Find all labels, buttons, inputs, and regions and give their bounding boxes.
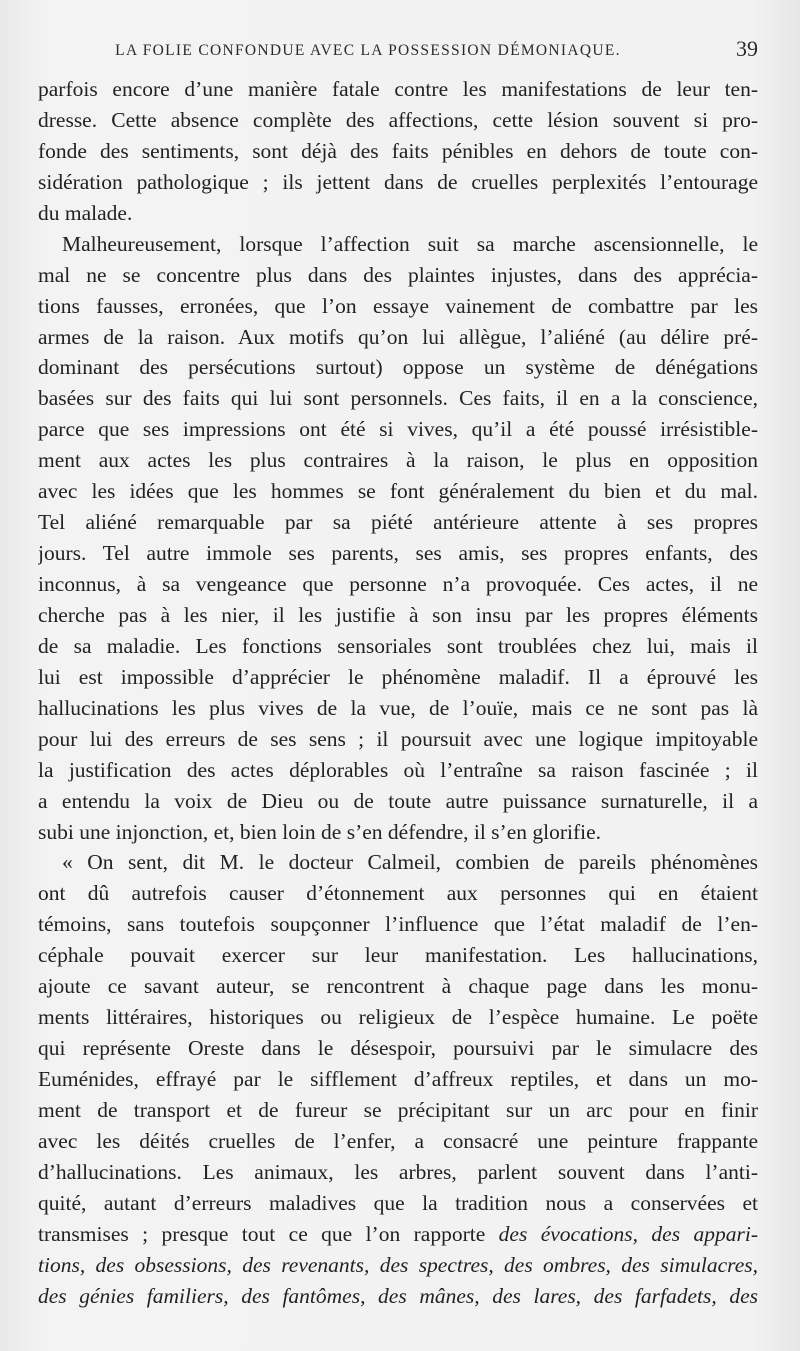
text-line: parfois encore d’une manière fatale contre les manifestations de leur ten- bbox=[38, 77, 758, 101]
text-line: ment de transport et de fureur se précipitant sur un arc pour en finir bbox=[38, 1097, 758, 1122]
text-line: avec les déités cruelles de l’enfer, a consacré une peinture frappante bbox=[38, 1128, 758, 1153]
italic-text-span: des évocations, des appari- bbox=[498, 1221, 758, 1246]
text-line: tions fausses, erronées, que l’on essaye vainement de combattre par les bbox=[38, 293, 758, 318]
text-line: a entendu la voix de Dieu ou de toute autre puissance surnaturelle, il a bbox=[38, 788, 758, 813]
paragraph-start-line: Malheureusement, lorsque l’affection suit sa marche ascensionnelle, le bbox=[62, 231, 758, 256]
italic-text-line: tions, des obsessions, des revenants, des spectres, des ombres, des simulacres, bbox=[38, 1252, 758, 1277]
text-line: ment aux actes les plus contraires à la raison, le plus en opposition bbox=[38, 448, 758, 473]
text-line: du malade. bbox=[38, 200, 133, 225]
text-line: sidération pathologique ; ils jettent dans de cruelles perplexités l’entourage bbox=[38, 169, 758, 194]
text-line: quité, autant d’erreurs maladives que la tradition nous a conservées et bbox=[38, 1190, 758, 1215]
text-line: avec les idées que les hommes se font généralement du bien et du mal. bbox=[38, 479, 758, 504]
text-line: dresse. Cette absence complète des affections, cette lésion souvent si pro- bbox=[38, 107, 758, 132]
running-head bbox=[38, 36, 758, 66]
text-line: subi une injonction, et, bien loin de s’en défendre, il s’en glorifie. bbox=[38, 819, 602, 844]
text-line: témoins, sans toutefois soupçonner l’influence que l’état maladif de l’en- bbox=[38, 912, 758, 937]
italic-text-line: des génies familiers, des fantômes, des mânes, des lares, des farfadets, des bbox=[38, 1283, 758, 1308]
text-line: parce que ses impressions ont été si vives, qu’il a été poussé irrésistible- bbox=[38, 417, 758, 442]
page-number: 39 bbox=[736, 36, 758, 61]
text-line: basées sur des faits qui lui sont personnels. Ces faits, il en a la conscience, bbox=[38, 386, 758, 411]
text-line: hallucinations les plus vives de la vue, de l’ouïe, mais ce ne sont pas là bbox=[38, 695, 758, 720]
text-line: de sa maladie. Les fonctions sensoriales sont troublées chez lui, mais il bbox=[38, 633, 758, 658]
text-line: d’hallucinations. Les animaux, les arbres, parlent souvent dans l’anti- bbox=[38, 1159, 758, 1184]
text-line: lui est impossible d’apprécier le phénomène maladif. Il a éprouvé les bbox=[38, 664, 758, 689]
text-line: pour lui des erreurs de ses sens ; il poursuit avec une logique impitoyable bbox=[38, 726, 758, 751]
body-text bbox=[38, 74, 758, 1312]
text-line: ajoute ce savant auteur, se rencontrent à chaque page dans les monu- bbox=[38, 974, 758, 999]
text-line: inconnus, à sa vengeance que personne n’a provoquée. Ces actes, il ne bbox=[38, 572, 758, 596]
text-line: armes de la raison. Aux motifs qu’on lui allègue, l’aliéné (au délire pré- bbox=[38, 324, 758, 349]
text-line: Tel aliéné remarquable par sa piété antérieure attente à ses propres bbox=[38, 510, 758, 535]
text-line: cherche pas à les nier, il les justifie à son insu par les propres éléments bbox=[38, 602, 758, 627]
text-span: transmises ; presque tout ce que l’on rapporte bbox=[38, 1221, 499, 1246]
paragraph-start-line: « On sent, dit M. le docteur Calmeil, combien de pareils phénomènes bbox=[62, 850, 758, 875]
text-line: ments littéraires, historiques ou religieux de l’espèce humaine. Le poëte bbox=[38, 1005, 758, 1030]
running-title: LA FOLIE CONFONDUE AVEC LA POSSESSION DÉMONIAQUE. bbox=[115, 42, 621, 59]
text-line: la justification des actes déplorables où l’entraîne sa raison fascinée ; il bbox=[38, 757, 758, 782]
text-line: qui représente Oreste dans le désespoir, poursuivi par le simulacre des bbox=[38, 1036, 758, 1061]
text-line: dominant des persécutions surtout) oppose un système de dénégations bbox=[38, 355, 758, 380]
text-line: ont dû autrefois causer d’étonnement aux personnes qui en étaient bbox=[38, 881, 758, 906]
text-line: mal ne se concentre plus dans des plaintes injustes, dans des apprécia- bbox=[38, 262, 758, 287]
text-line: Euménides, effrayé par le sifflement d’affreux reptiles, et dans un mo- bbox=[38, 1067, 758, 1091]
text-line: fonde des sentiments, sont déjà des faits pénibles en dehors de toute con- bbox=[38, 138, 758, 163]
text-line: jours. Tel autre immole ses parents, ses amis, ses propres enfants, des bbox=[38, 541, 758, 566]
text-line: céphale pouvait exercer sur leur manifestation. Les hallucinations, bbox=[38, 943, 758, 968]
mixed-style-line bbox=[38, 1219, 758, 1250]
